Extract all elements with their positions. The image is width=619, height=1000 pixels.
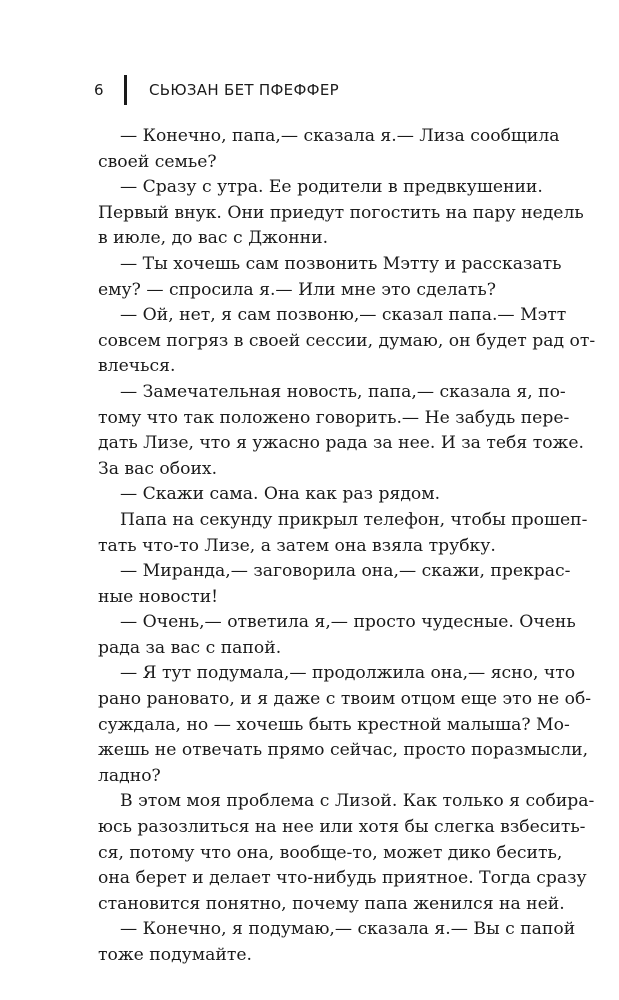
- text-line: тоже подумайте.: [98, 945, 253, 965]
- text-line: в июле, до вас с Джонни.: [98, 228, 329, 249]
- text-line: — Конечно, папа,— сказала я.— Лиза сообщила: [120, 126, 560, 146]
- text-line: В этом моя проблема с Лизой. Как только я собира-: [120, 791, 595, 812]
- text-line: рада за вас с папой.: [98, 637, 282, 658]
- body-text: [98, 124, 596, 969]
- paragraph: [98, 610, 576, 661]
- text-line: ему? — спросила я.— Или мне это сделать?: [98, 279, 496, 300]
- text-line: Папа на секунду прикрыл телефон, чтобы прошеп-: [120, 509, 588, 530]
- text-line: она берет и делает что-нибудь приятное. Тогда сразу: [98, 868, 587, 889]
- text-line: — Ты хочешь сам позвонить Мэтту и рассказать: [120, 253, 562, 274]
- text-line: — Ой, нет, я сам позвоню,— сказал папа.— Мэтт: [120, 305, 567, 326]
- text-line: своей семье?: [98, 151, 217, 172]
- paragraph: [98, 175, 584, 252]
- paragraph: [98, 789, 595, 917]
- text-line: ладно?: [98, 765, 161, 786]
- text-line: ные новости!: [98, 586, 219, 607]
- paragraph: [98, 482, 526, 508]
- text-line: суждала, но — хочешь быть крестной малыша? Мо-: [98, 714, 570, 735]
- text-line: тому что так положено говорить.— Не забудь пере-: [98, 407, 570, 428]
- paragraph: [98, 917, 576, 968]
- text-line: совсем погряз в своей сессии, думаю, он будет рад от-: [98, 330, 596, 351]
- text-line: жешь не отвечать прямо сейчас, просто поразмысли,: [98, 740, 589, 761]
- text-line: становится понятно, почему папа женился на ней.: [98, 893, 565, 914]
- text-line: Первый внук. Они приедут погостить на пару недель: [98, 202, 584, 223]
- text-line: юсь разозлиться на нее или хотя бы слегка взбесить-: [98, 817, 586, 838]
- text-line: влечься.: [98, 356, 176, 377]
- text-line: — Скажи сама. Она как раз рядом.: [120, 484, 441, 505]
- page-number: 6: [94, 81, 104, 99]
- paragraph: [98, 303, 596, 380]
- text-line: ся, потому что она, вообще-то, может дико бесить,: [98, 842, 563, 863]
- page-header: [92, 76, 339, 104]
- paragraph: [98, 252, 562, 303]
- header-divider: [124, 75, 127, 105]
- paragraph: [98, 508, 588, 559]
- paragraph: [98, 380, 585, 482]
- text-line: — Конечно, я подумаю,— сказала я.— Вы с папой: [120, 919, 576, 940]
- running-title: СЬЮЗАН БЕТ ПФЕФФЕР: [149, 81, 339, 99]
- paragraph: [98, 559, 571, 610]
- text-line: За вас обоих.: [98, 458, 218, 479]
- text-line: — Замечательная новость, папа,— сказала я, по-: [120, 381, 566, 402]
- text-line: тать что-то Лизе, а затем она взяла трубку.: [98, 535, 496, 556]
- text-line: — Я тут подумала,— продолжила она,— ясно, что: [120, 663, 576, 684]
- paragraph: [98, 124, 560, 175]
- text-line: — Миранда,— заговорила она,— скажи, прекрас-: [120, 561, 571, 582]
- text-line: — Очень,— ответила я,— просто чудесные. Очень: [120, 612, 576, 633]
- text-line: рано рановато, и я даже с твоим отцом еще это не об-: [98, 689, 592, 710]
- paragraph: [98, 661, 592, 789]
- text-line: дать Лизе, что я ужасно рада за нее. И за тебя тоже.: [98, 433, 585, 454]
- text-line: — Сразу с утра. Ее родители в предвкушении.: [120, 177, 543, 198]
